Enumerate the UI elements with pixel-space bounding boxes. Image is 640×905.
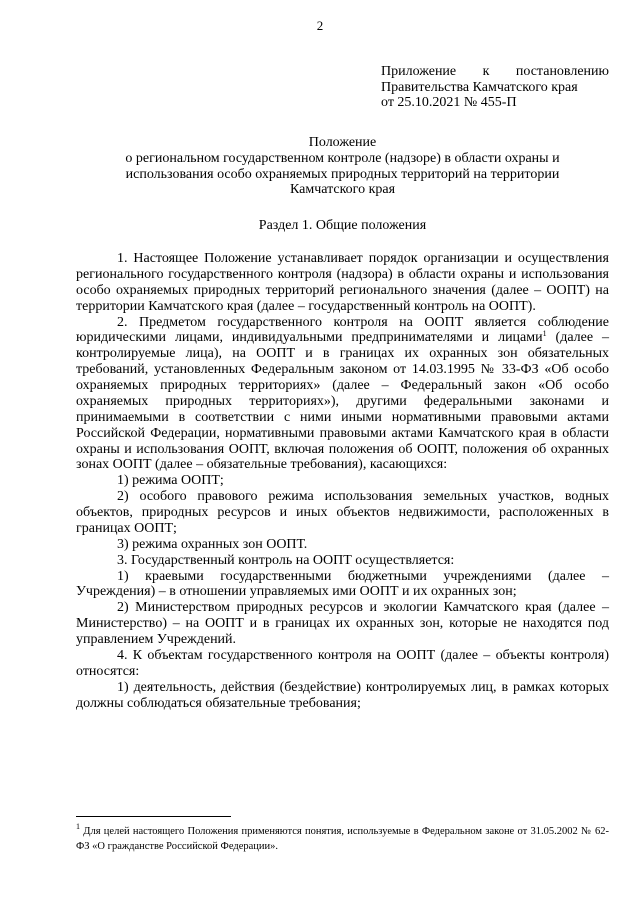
footnote-mark: 1 [76,822,80,831]
paragraph-3-item-2: 2) Министерством природных ресурсов и экологии Камчатского края (далее – Министерство) – на ООПТ и в границах их охранных зон, которые не находятся под управлением Учреждений. [76,600,609,647]
appendix-line-3: от 25.10.2021 № 455-П [381,95,517,111]
document-title [76,135,609,198]
paragraph-2-item-2: 2) особого правового режима использования земельных участков, водных объектов, природных ресурсов и иных объектов недвижимости, расположенных в границах ООПТ; [76,489,609,536]
footnote-text: Для целей настоящего Положения применяются понятия, используемые в Федеральном законе от 31.05.2002 № 62-ФЗ «О гражданстве Российской Федерации». [76,826,609,852]
document-body [76,251,609,711]
appendix-line-2: Правительства Камчатского края [381,79,578,95]
paragraph-2-item-3: 3) режима охранных зон ООПТ. [117,536,308,552]
title-line-3: использования особо охраняемых природных территорий на территории [125,166,560,182]
paragraph-4: 4. К объектам государственного контроля на ООПТ (далее – объекты контроля) относятся: [76,647,609,679]
paragraph-1: 1. Настоящее Положение устанавливает порядок организации и осуществления регионального государственного контроля (надзора) в области охраны и использования особо охраняемых природных территорий регионального значения (далее – ООПТ) на территории Камчатского края (далее – государственный контроль на ООПТ). [76,251,609,314]
footnote-divider [76,816,231,817]
section-heading: Раздел 1. Общие положения [258,218,427,233]
footnote [76,824,609,854]
title-line-2: о региональном государственном контроле (надзоре) в области охраны и [125,150,560,166]
paragraph-2-part-a: 2. Предметом государственного контроля на ООПТ является соблюдение юридическими лицами, индивидуальными предпринимателями и лицами [76,314,609,346]
title-line-1: Положение [308,135,377,150]
paragraph-3-item-1: 1) краевыми государственными бюджетными учреждениями (далее – Учреждения) – в отношении управляемых ими ООПТ и их охранных зон; [76,568,609,600]
appendix-line-1: Приложение к постановлению [381,64,609,79]
paragraph-2-part-b: (далее – контролируемые лица), на ООПТ и в границах их охранных зон обязательных требований, установленных Федеральным законом от 14.03.1995 № 33-ФЗ «Об особо охраняемых природных территориях» (далее – Федеральный закон «Об особо охраняемых природных территориях»), другими федеральными законами и принимаемыми в соответствии с ними иными нормативными правовыми актами Российской Федерации, нормативными правовыми актами Камчатского края в области охраны и использования ООПТ, включая положения об ООПТ, положения об охранных зонах ООПТ (далее – обязательные требования), касающихся: [76,330,609,473]
paragraph-4-item-1: 1) деятельность, действия (бездействие) контролируемых лиц, в рамках которых должны соблюдаться обязательные требования; [76,679,609,711]
appendix-header [381,64,609,111]
paragraph-2-item-1: 1) режима ООПТ; [117,473,224,489]
title-line-4: Камчатского края [289,182,396,198]
paragraph-2 [76,315,609,474]
footnote-reference: 1 [542,329,547,339]
page-number: 2 [316,18,324,33]
paragraph-3: 3. Государственный контроль на ООПТ осуществляется: [117,552,455,568]
